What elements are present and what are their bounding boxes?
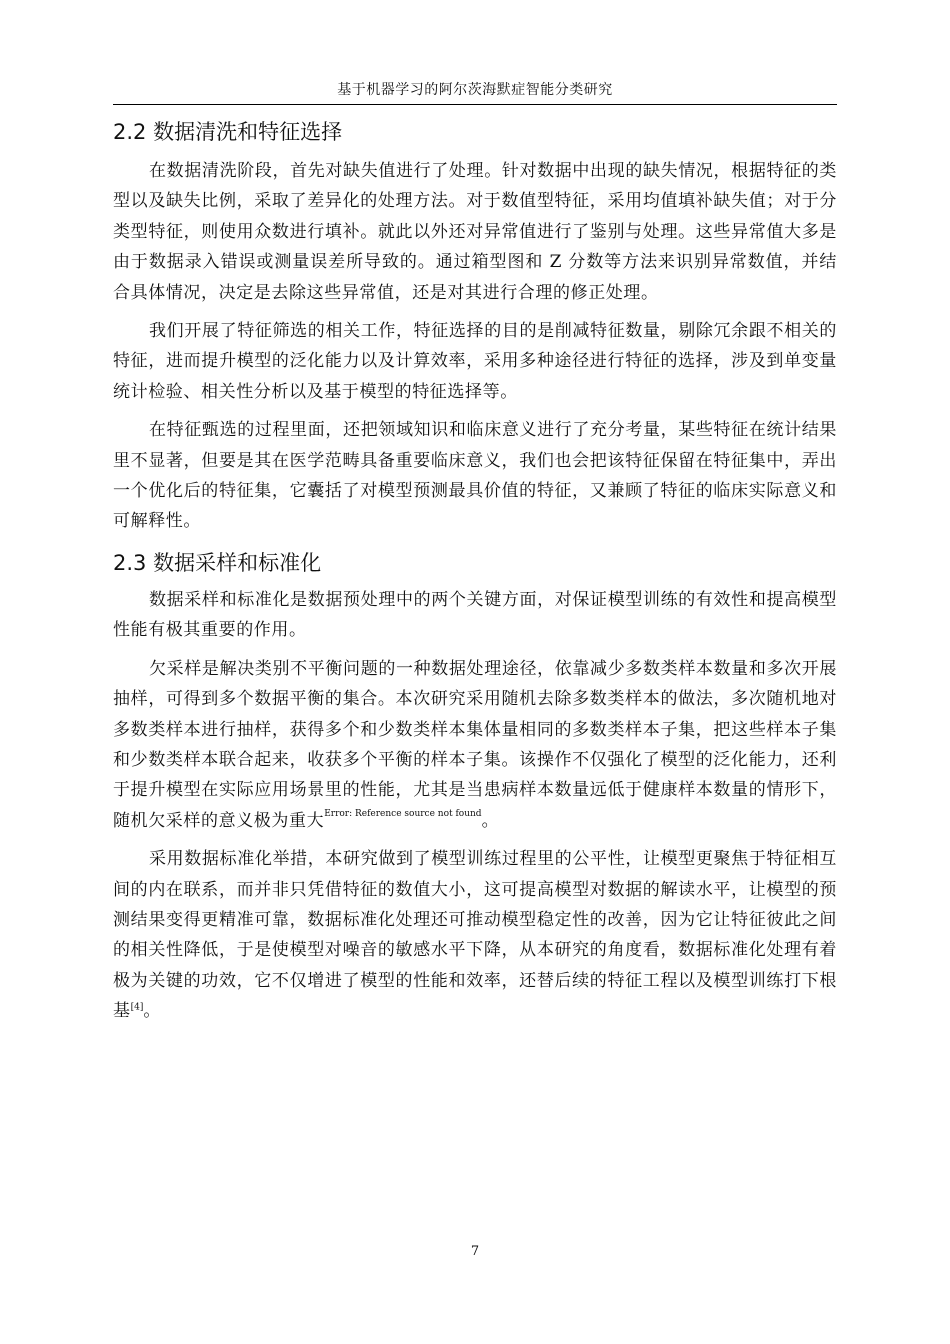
paragraph-data-cleaning: 在数据清洗阶段，首先对缺失值进行了处理。针对数据中出现的缺失情况，根据特征的类型以及缺失比例，采取了差异化的处理方法。对于数值型特征，采用均值填补缺失值；对于分类型特征，则使用众数进行填补。就此以外还对异常值进行了鉴别与处理。这些异常值大多是由于数据录入错误或测量误差所导致的。通过箱型图和 Z 分数等方法来识别异常数值，并结合具体情况，决定是去除这些异常值，还是对其进行合理的修正处理。 (113, 161, 837, 303)
section-heading-2-3: 2.3 数据采样和标准化 (113, 550, 322, 575)
reference-error-note: Error: Reference source not found (324, 808, 482, 819)
running-header: 基于机器学习的阿尔茨海默症智能分类研究 (337, 82, 613, 98)
section-heading-2-2: 2.2 数据清洗和特征选择 (113, 120, 343, 144)
page-body (113, 114, 837, 1035)
paragraph-feature-selection: 我们开展了特征筛选的相关工作，特征选择的目的是削减特征数量，剔除冗余跟不相关的特征，进而提升模型的泛化能力以及计算效率，采用多种途径进行特征的选择，涉及到单变量统计检验、相关性分析以及基于模型的特征选择等。 (113, 321, 837, 402)
citation-superscript: [4] (130, 1002, 144, 1013)
paragraph-undersampling (113, 654, 837, 836)
standardization-tail: 。 (143, 1001, 161, 1022)
paragraph-sampling-intro: 数据采样和标准化是数据预处理中的两个关键方面，对保证模型训练的有效性和提高模型性能有极其重要的作用。 (113, 589, 837, 641)
paragraph-standardization (113, 844, 837, 1026)
undersampling-text: 欠采样是解决类别不平衡问题的一种数据处理途径，依靠减少多数类样本数量和多次开展抽样，可得到多个数据平衡的集合。本次研究采用随机去除多数类样本的做法，多次随机地对多数类样本进行抽样，获得多个和少数类样本集体量相同的多数类样本子集，把这些样本子集和少数类样本联合起来，收获多个平衡的样本子集。该操作不仅强化了模型的泛化能力，还利于提升模型在实际应用场景里的性能，尤其是当患病样本数量远低于健康样本数量的情形下，随机欠采样的意义极为重大 (113, 658, 837, 831)
standardization-text: 采用数据标准化举措，本研究做到了模型训练过程里的公平性，让模型更聚焦于特征相互间的内在联系，而并非只凭借特征的数值大小，这可提高模型对数据的解读水平，让模型的预测结果变得更精准可靠，数据标准化处理还可推动模型稳定性的改善，因为它让特征彼此之间的相关性降低，于是使模型对噪音的敏感水平下降，从本研究的角度看，数据标准化处理有着极为关键的功效，它不仅增进了模型的性能和效率，还替后续的特征工程以及模型训练打下根基 (113, 849, 837, 1022)
undersampling-tail: 。 (481, 810, 500, 831)
header-divider (113, 104, 837, 105)
paragraph-domain-knowledge: 在特征甄选的过程里面，还把领域知识和临床意义进行了充分考量，某些特征在统计结果里不显著，但要是其在医学范畴具备重要临床意义，我们也会把该特征保留在特征集中，弄出一个优化后的特征集，它囊括了对模型预测最具价值的特征，又兼顾了特征的临床实际意义和可解释性。 (113, 420, 837, 532)
page-number: 7 (470, 1244, 480, 1259)
